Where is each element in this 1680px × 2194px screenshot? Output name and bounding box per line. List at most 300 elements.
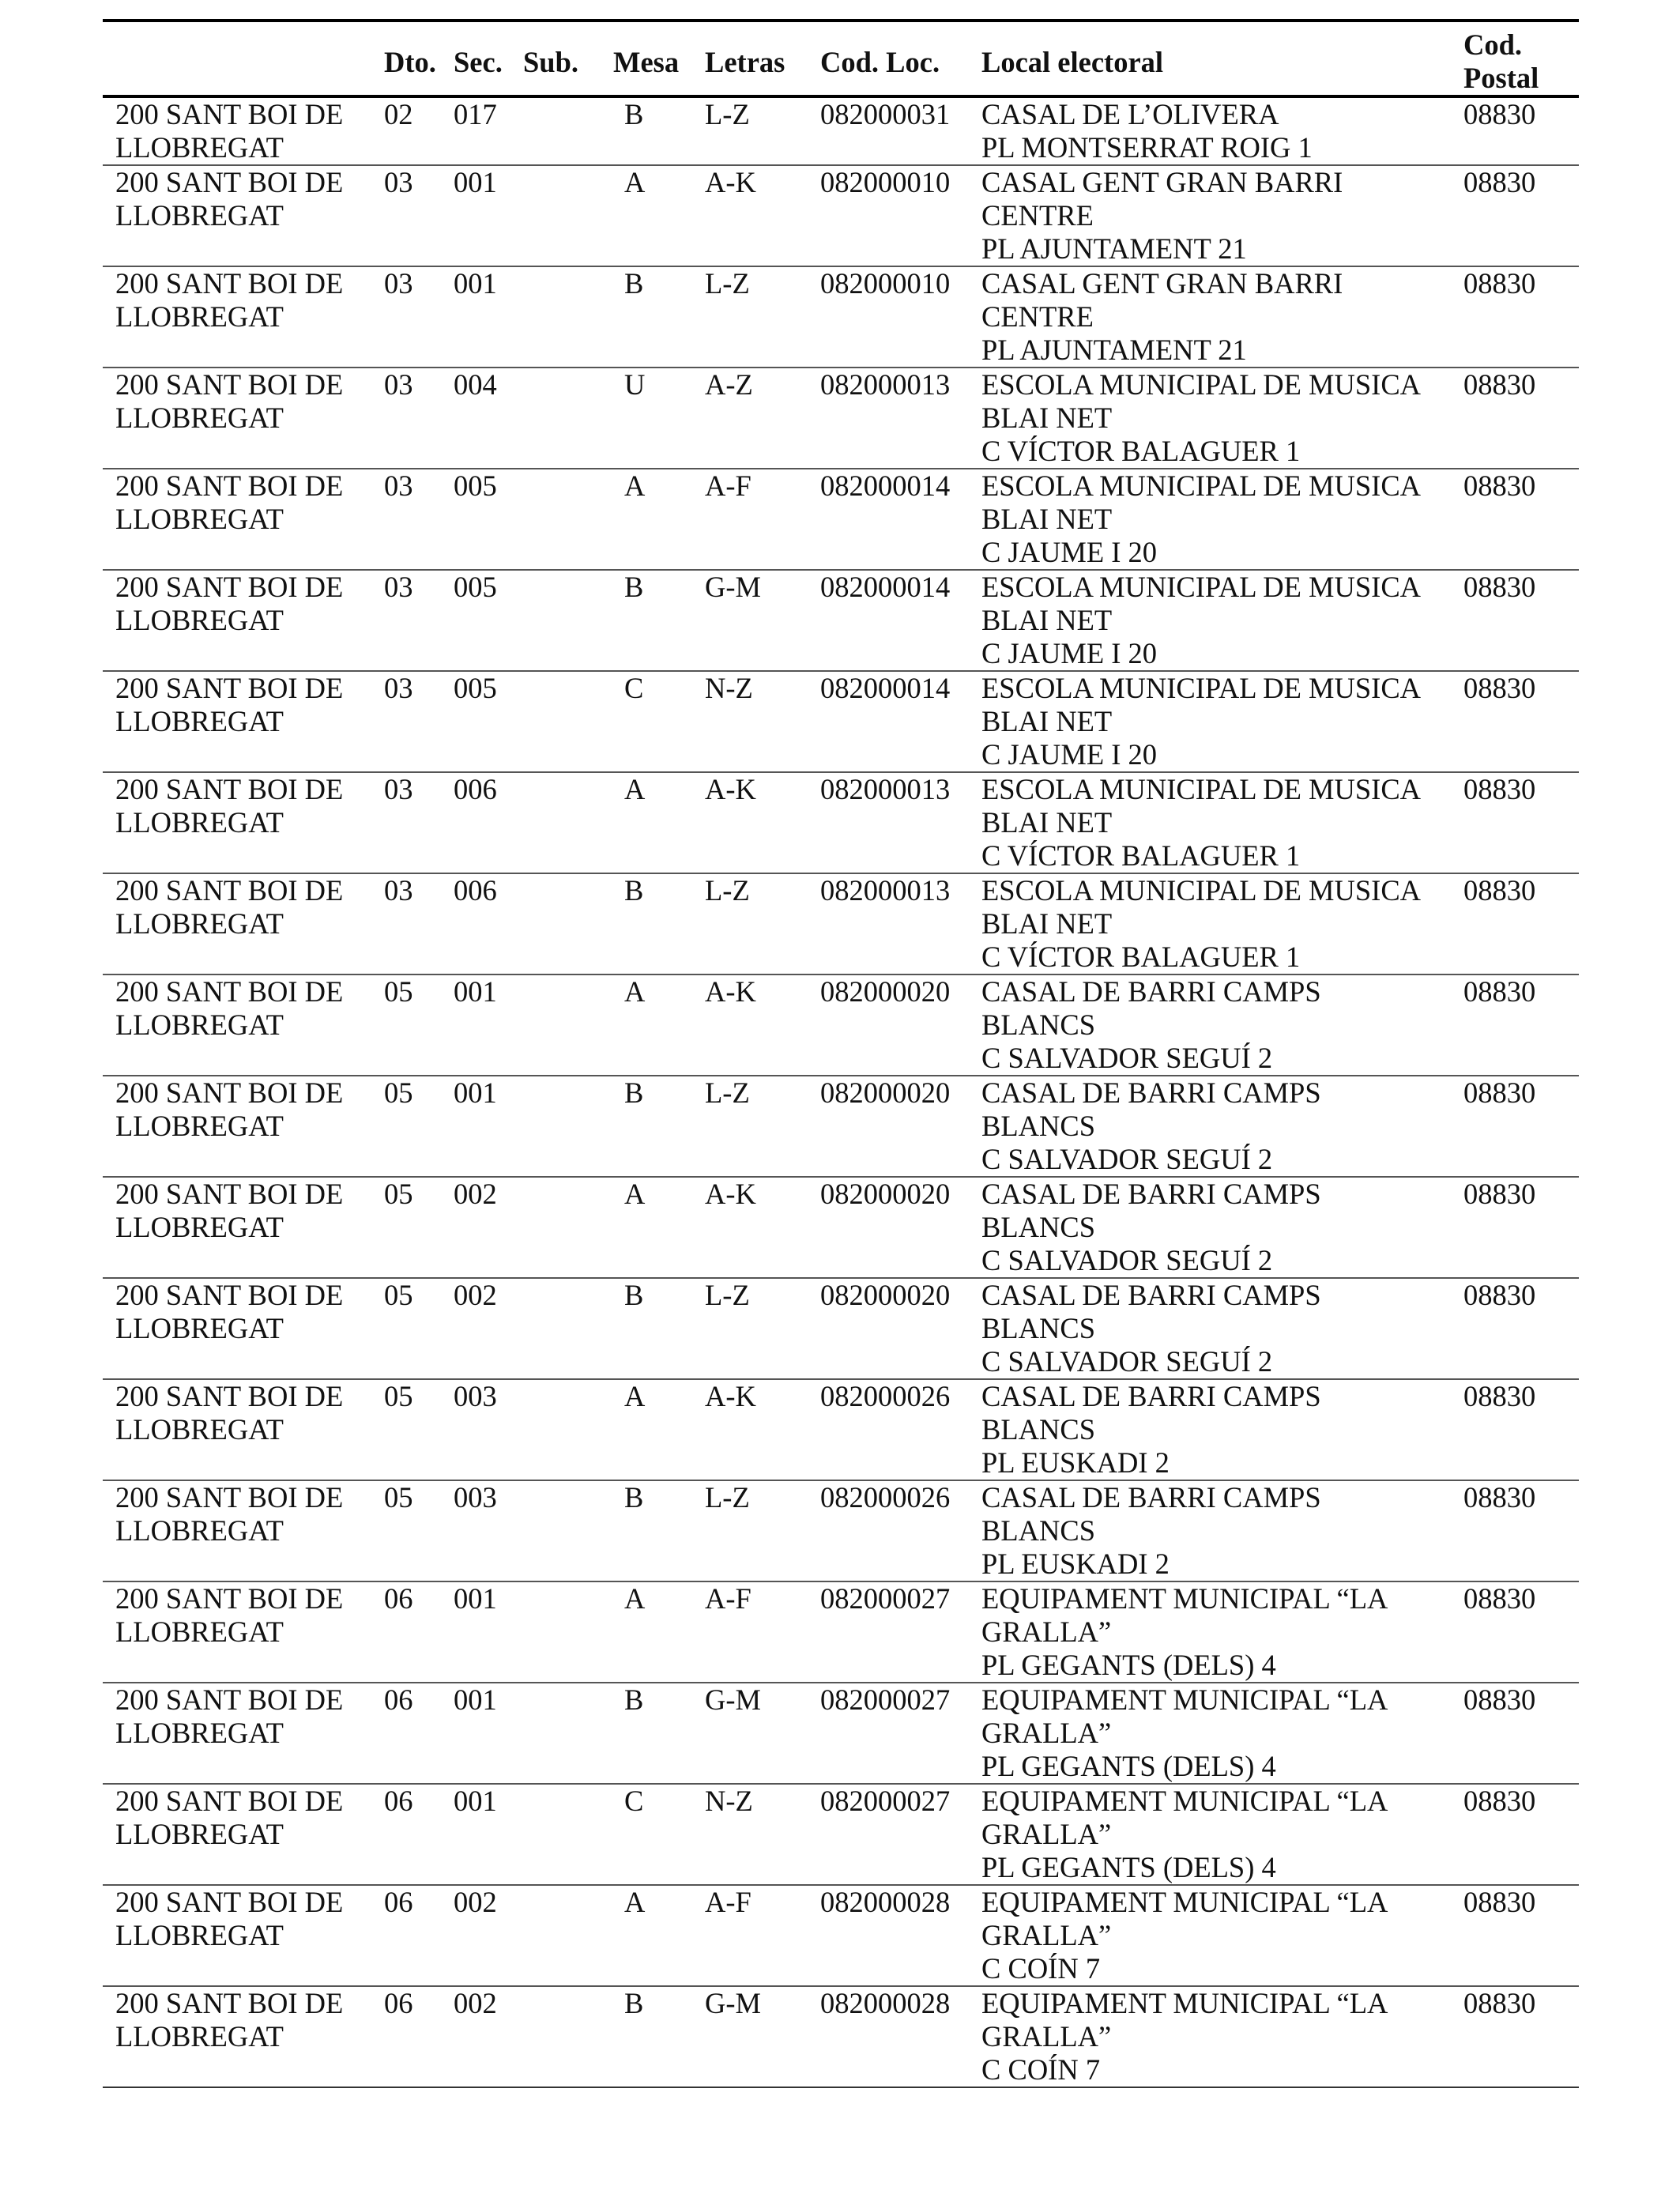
cell-dto: 03	[384, 368, 413, 401]
cell-sec: 001	[454, 1785, 497, 1817]
municipio-line: 200 SANT BOI DE	[115, 874, 344, 907]
municipio-line: LLOBREGAT	[115, 604, 284, 636]
local-line: PL EUSKADI 2	[981, 1547, 1170, 1580]
cell-cod-postal: 08830	[1463, 874, 1536, 907]
cell-cod-loc: 082000026	[820, 1481, 951, 1514]
cell-cod-postal: 08830	[1463, 1279, 1536, 1311]
cell-local-electoral	[981, 671, 1463, 772]
cell-sub	[523, 1177, 613, 1278]
cell-local-electoral	[981, 1076, 1463, 1177]
cell-cod-loc: 082000031	[820, 98, 951, 130]
cell-municipio	[103, 469, 384, 570]
cell-sec: 017	[454, 98, 497, 130]
cell-cod-postal: 08830	[1463, 1886, 1536, 1918]
table-row	[103, 671, 1579, 772]
local-line: EQUIPAMENT MUNICIPAL “LA	[981, 1683, 1388, 1716]
municipio-line: 200 SANT BOI DE	[115, 1481, 344, 1514]
local-line: GRALLA”	[981, 1615, 1112, 1648]
cell-cod-loc: 082000020	[820, 975, 951, 1008]
cell-dto: 05	[384, 1380, 413, 1412]
cell-cod-postal: 08830	[1463, 672, 1536, 704]
cell-local-electoral	[981, 873, 1463, 974]
cell-mesa: A	[624, 975, 646, 1008]
cell-local-electoral	[981, 368, 1463, 469]
cell-cod-postal: 08830	[1463, 98, 1536, 130]
table-body	[103, 96, 1579, 2087]
cell-mesa: B	[624, 1683, 644, 1716]
cell-mesa: C	[624, 1785, 644, 1817]
table-row	[103, 1683, 1579, 1784]
municipio-line: 200 SANT BOI DE	[115, 166, 344, 198]
cell-local-electoral	[981, 1177, 1463, 1278]
cell-mesa: B	[624, 1279, 644, 1311]
local-line: PL AJUNTAMENT 21	[981, 232, 1247, 265]
header-sub: Sub.	[523, 46, 579, 78]
cell-municipio	[103, 1581, 384, 1683]
cell-letras: G-M	[705, 571, 761, 603]
cell-dto: 03	[384, 267, 413, 300]
municipio-line: LLOBREGAT	[115, 1717, 284, 1749]
municipio-line: LLOBREGAT	[115, 2020, 284, 2053]
cell-letras: A-K	[705, 166, 756, 198]
cell-municipio	[103, 1076, 384, 1177]
cell-municipio	[103, 1683, 384, 1784]
local-line: PL MONTSERRAT ROIG 1	[981, 131, 1313, 164]
cell-sec: 002	[454, 1987, 497, 2019]
local-line: CASAL DE BARRI CAMPS	[981, 1076, 1321, 1109]
header-mesa: Mesa	[613, 46, 680, 78]
cell-dto: 05	[384, 1481, 413, 1514]
cell-mesa: B	[624, 1481, 644, 1514]
cell-local-electoral	[981, 1986, 1463, 2087]
local-line: C SALVADOR SEGUÍ 2	[981, 1143, 1273, 1175]
local-line: BLAI NET	[981, 401, 1113, 434]
municipio-line: LLOBREGAT	[115, 1413, 284, 1446]
cell-dto: 02	[384, 98, 413, 130]
municipio-line: LLOBREGAT	[115, 131, 284, 164]
cell-mesa: A	[624, 1380, 646, 1412]
cell-cod-loc: 082000014	[820, 469, 951, 502]
cell-cod-loc: 082000014	[820, 672, 951, 704]
municipio-line: LLOBREGAT	[115, 806, 284, 839]
cell-mesa: B	[624, 1076, 644, 1109]
cell-sub	[523, 1278, 613, 1379]
cell-sec: 005	[454, 571, 497, 603]
cell-municipio	[103, 1784, 384, 1885]
cell-sec: 001	[454, 267, 497, 300]
municipio-line: 200 SANT BOI DE	[115, 1683, 344, 1716]
cell-cod-postal: 08830	[1463, 469, 1536, 502]
local-line: CASAL DE BARRI CAMPS	[981, 1380, 1321, 1412]
cell-sec: 001	[454, 166, 497, 198]
cell-cod-loc: 082000013	[820, 874, 951, 907]
cell-mesa: A	[624, 166, 646, 198]
municipio-line: 200 SANT BOI DE	[115, 1886, 344, 1918]
cell-letras: A-K	[705, 1380, 756, 1412]
local-line: C COÍN 7	[981, 2053, 1101, 2086]
header-letras: Letras	[705, 46, 785, 78]
cell-local-electoral	[981, 96, 1463, 165]
cell-sec: 001	[454, 1683, 497, 1716]
cell-mesa: A	[624, 1178, 646, 1210]
cell-municipio	[103, 1177, 384, 1278]
municipio-line: LLOBREGAT	[115, 1110, 284, 1142]
cell-sub	[523, 1379, 613, 1480]
cell-cod-postal: 08830	[1463, 571, 1536, 603]
municipio-line: 200 SANT BOI DE	[115, 1785, 344, 1817]
cell-local-electoral	[981, 974, 1463, 1076]
municipio-line: LLOBREGAT	[115, 401, 284, 434]
local-line: GRALLA”	[981, 1717, 1112, 1749]
cell-cod-postal: 08830	[1463, 975, 1536, 1008]
cell-local-electoral	[981, 1379, 1463, 1480]
local-line: C SALVADOR SEGUÍ 2	[981, 1042, 1273, 1074]
table-row	[103, 368, 1579, 469]
municipio-line: 200 SANT BOI DE	[115, 469, 344, 502]
table-row	[103, 1581, 1579, 1683]
cell-local-electoral	[981, 1683, 1463, 1784]
cell-cod-loc: 082000028	[820, 1987, 951, 2019]
local-line: BLANCS	[981, 1413, 1096, 1446]
cell-letras: A-K	[705, 773, 756, 805]
local-line: ESCOLA MUNICIPAL DE MUSICA	[981, 469, 1422, 502]
local-line: PL GEGANTS (DELS) 4	[981, 1851, 1276, 1883]
cell-sec: 006	[454, 773, 497, 805]
cell-cod-postal: 08830	[1463, 267, 1536, 300]
cell-sub	[523, 1480, 613, 1581]
cell-mesa: B	[624, 98, 644, 130]
cell-dto: 06	[384, 1785, 413, 1817]
header-row	[103, 21, 1579, 96]
header-sec: Sec.	[454, 46, 503, 78]
cell-sec: 006	[454, 874, 497, 907]
cell-municipio	[103, 1986, 384, 2087]
local-line: PL GEGANTS (DELS) 4	[981, 1649, 1276, 1681]
table-row	[103, 165, 1579, 266]
municipio-line: LLOBREGAT	[115, 705, 284, 737]
cell-sec: 002	[454, 1178, 497, 1210]
local-line: C COÍN 7	[981, 1952, 1101, 1985]
cell-cod-postal: 08830	[1463, 368, 1536, 401]
cell-sec: 005	[454, 469, 497, 502]
cell-municipio	[103, 1885, 384, 1986]
local-line: CASAL DE BARRI CAMPS	[981, 1481, 1321, 1514]
cell-dto: 05	[384, 975, 413, 1008]
header-cod-postal-line2: Postal	[1463, 62, 1539, 94]
local-line: C JAUME I 20	[981, 536, 1158, 568]
local-line: EQUIPAMENT MUNICIPAL “LA	[981, 1987, 1388, 2019]
cell-cod-postal: 08830	[1463, 166, 1536, 198]
table-row	[103, 570, 1579, 671]
municipio-line: LLOBREGAT	[115, 1615, 284, 1648]
local-line: BLAI NET	[981, 907, 1113, 940]
table-row	[103, 1986, 1579, 2087]
local-line: CASAL DE BARRI CAMPS	[981, 1178, 1321, 1210]
cell-letras: A-F	[705, 469, 751, 502]
cell-local-electoral	[981, 1581, 1463, 1683]
municipio-line: 200 SANT BOI DE	[115, 368, 344, 401]
cell-cod-loc: 082000027	[820, 1582, 951, 1615]
cell-sub	[523, 974, 613, 1076]
cell-mesa: C	[624, 672, 644, 704]
header-cod-postal	[1463, 21, 1579, 96]
table-row	[103, 1278, 1579, 1379]
cell-sub	[523, 368, 613, 469]
cell-sec: 004	[454, 368, 497, 401]
cell-letras: L-Z	[705, 874, 750, 907]
cell-dto: 06	[384, 1582, 413, 1615]
cell-letras: G-M	[705, 1683, 761, 1716]
cell-letras: A-K	[705, 1178, 756, 1210]
table-row	[103, 1177, 1579, 1278]
local-line: ESCOLA MUNICIPAL DE MUSICA	[981, 874, 1422, 907]
local-line: BLAI NET	[981, 705, 1113, 737]
cell-cod-loc: 082000020	[820, 1279, 951, 1311]
local-line: BLAI NET	[981, 604, 1113, 636]
table-row	[103, 1480, 1579, 1581]
cell-dto: 05	[384, 1178, 413, 1210]
municipio-line: LLOBREGAT	[115, 300, 284, 333]
local-line: PL EUSKADI 2	[981, 1446, 1170, 1479]
cell-sec: 003	[454, 1481, 497, 1514]
cell-mesa: B	[624, 874, 644, 907]
table-row	[103, 1076, 1579, 1177]
local-line: C JAUME I 20	[981, 637, 1158, 669]
header-municipio	[103, 21, 384, 96]
cell-sub	[523, 570, 613, 671]
cell-sec: 002	[454, 1886, 497, 1918]
header-cod-postal-line1: Cod.	[1463, 28, 1523, 61]
municipio-line: 200 SANT BOI DE	[115, 672, 344, 704]
municipio-line: LLOBREGAT	[115, 1919, 284, 1951]
cell-dto: 05	[384, 1279, 413, 1311]
cell-sub	[523, 1076, 613, 1177]
cell-sec: 001	[454, 1076, 497, 1109]
local-line: BLANCS	[981, 1110, 1096, 1142]
municipio-line: LLOBREGAT	[115, 1312, 284, 1344]
cell-municipio	[103, 96, 384, 165]
cell-mesa: B	[624, 267, 644, 300]
local-line: ESCOLA MUNICIPAL DE MUSICA	[981, 571, 1422, 603]
cell-cod-postal: 08830	[1463, 1076, 1536, 1109]
cell-mesa: B	[624, 571, 644, 603]
cell-letras: L-Z	[705, 98, 750, 130]
cell-municipio	[103, 671, 384, 772]
cell-municipio	[103, 1379, 384, 1480]
cell-cod-loc: 082000010	[820, 166, 951, 198]
local-line: BLAI NET	[981, 806, 1113, 839]
cell-cod-postal: 08830	[1463, 1481, 1536, 1514]
cell-dto: 06	[384, 1886, 413, 1918]
municipio-line: LLOBREGAT	[115, 1008, 284, 1041]
cell-dto: 03	[384, 469, 413, 502]
municipio-line: 200 SANT BOI DE	[115, 1380, 344, 1412]
cell-sec: 005	[454, 672, 497, 704]
cell-letras: L-Z	[705, 1076, 750, 1109]
cell-letras: N-Z	[705, 672, 753, 704]
municipio-line: 200 SANT BOI DE	[115, 98, 344, 130]
cell-cod-loc: 082000013	[820, 773, 951, 805]
municipio-line: LLOBREGAT	[115, 907, 284, 940]
polling-stations-table	[103, 19, 1579, 2088]
cell-local-electoral	[981, 266, 1463, 368]
table-row	[103, 469, 1579, 570]
cell-dto: 06	[384, 1987, 413, 2019]
cell-local-electoral	[981, 1480, 1463, 1581]
cell-dto: 03	[384, 672, 413, 704]
local-line: GRALLA”	[981, 1818, 1112, 1850]
cell-mesa: U	[624, 368, 646, 401]
header-local: Local electoral	[981, 46, 1164, 78]
cell-letras: N-Z	[705, 1785, 753, 1817]
local-line: EQUIPAMENT MUNICIPAL “LA	[981, 1582, 1388, 1615]
cell-cod-postal: 08830	[1463, 1178, 1536, 1210]
cell-local-electoral	[981, 1784, 1463, 1885]
local-line: BLAI NET	[981, 503, 1113, 535]
cell-dto: 03	[384, 166, 413, 198]
cell-municipio	[103, 368, 384, 469]
local-line: EQUIPAMENT MUNICIPAL “LA	[981, 1785, 1388, 1817]
cell-mesa: A	[624, 1582, 646, 1615]
cell-sub	[523, 165, 613, 266]
cell-local-electoral	[981, 1885, 1463, 1986]
cell-cod-loc: 082000027	[820, 1785, 951, 1817]
cell-municipio	[103, 772, 384, 873]
table-row	[103, 873, 1579, 974]
cell-dto: 06	[384, 1683, 413, 1716]
municipio-line: LLOBREGAT	[115, 1818, 284, 1850]
municipio-line: 200 SANT BOI DE	[115, 571, 344, 603]
local-line: C SALVADOR SEGUÍ 2	[981, 1345, 1273, 1378]
cell-local-electoral	[981, 469, 1463, 570]
header-dto: Dto.	[384, 46, 436, 78]
cell-letras: A-F	[705, 1886, 751, 1918]
municipio-line: 200 SANT BOI DE	[115, 1279, 344, 1311]
cell-letras: A-Z	[705, 368, 753, 401]
cell-cod-loc: 082000026	[820, 1380, 951, 1412]
local-line: BLANCS	[981, 1008, 1096, 1041]
table-row	[103, 96, 1579, 165]
cell-sub	[523, 1581, 613, 1683]
cell-sec: 001	[454, 1582, 497, 1615]
local-line: CENTRE	[981, 199, 1094, 232]
local-line: BLANCS	[981, 1514, 1096, 1547]
table-row	[103, 1379, 1579, 1480]
local-line: CENTRE	[981, 300, 1094, 333]
local-line: PL GEGANTS (DELS) 4	[981, 1750, 1276, 1782]
municipio-line: 200 SANT BOI DE	[115, 267, 344, 300]
cell-cod-loc: 082000010	[820, 267, 951, 300]
municipio-line: LLOBREGAT	[115, 503, 284, 535]
cell-sub	[523, 772, 613, 873]
table-row	[103, 772, 1579, 873]
cell-sec: 002	[454, 1279, 497, 1311]
cell-local-electoral	[981, 1278, 1463, 1379]
cell-letras: G-M	[705, 1987, 761, 2019]
municipio-line: 200 SANT BOI DE	[115, 1076, 344, 1109]
cell-sub	[523, 1683, 613, 1784]
municipio-line: LLOBREGAT	[115, 199, 284, 232]
cell-mesa: A	[624, 469, 646, 502]
municipio-line: 200 SANT BOI DE	[115, 975, 344, 1008]
cell-cod-loc: 082000027	[820, 1683, 951, 1716]
cell-cod-loc: 082000014	[820, 571, 951, 603]
local-line: CASAL DE BARRI CAMPS	[981, 975, 1321, 1008]
municipio-line: 200 SANT BOI DE	[115, 1582, 344, 1615]
local-line: ESCOLA MUNICIPAL DE MUSICA	[981, 773, 1422, 805]
cell-sub	[523, 873, 613, 974]
table-row	[103, 266, 1579, 368]
cell-sub	[523, 1784, 613, 1885]
cell-dto: 05	[384, 1076, 413, 1109]
cell-municipio	[103, 1480, 384, 1581]
cell-municipio	[103, 165, 384, 266]
local-line: GRALLA”	[981, 1919, 1112, 1951]
cell-letras: L-Z	[705, 1481, 750, 1514]
cell-cod-loc: 082000028	[820, 1886, 951, 1918]
table-row	[103, 1885, 1579, 1986]
table-header	[103, 21, 1579, 96]
local-line: GRALLA”	[981, 2020, 1112, 2053]
cell-dto: 03	[384, 773, 413, 805]
cell-cod-postal: 08830	[1463, 1785, 1536, 1817]
cell-cod-loc: 082000020	[820, 1178, 951, 1210]
local-line: CASAL GENT GRAN BARRI	[981, 166, 1343, 198]
local-line: C JAUME I 20	[981, 738, 1158, 771]
cell-mesa: A	[624, 1886, 646, 1918]
local-line: BLANCS	[981, 1211, 1096, 1243]
municipio-line: LLOBREGAT	[115, 1211, 284, 1243]
cell-letras: A-F	[705, 1582, 751, 1615]
cell-letras: L-Z	[705, 267, 750, 300]
table-row	[103, 1784, 1579, 1885]
cell-mesa: B	[624, 1987, 644, 2019]
cell-local-electoral	[981, 772, 1463, 873]
cell-cod-postal: 08830	[1463, 1987, 1536, 2019]
local-line: C VÍCTOR BALAGUER 1	[981, 435, 1301, 467]
local-line: PL AJUNTAMENT 21	[981, 334, 1247, 366]
cell-municipio	[103, 974, 384, 1076]
cell-municipio	[103, 570, 384, 671]
cell-cod-loc: 082000013	[820, 368, 951, 401]
local-line: C VÍCTOR BALAGUER 1	[981, 941, 1301, 973]
cell-sub	[523, 1986, 613, 2087]
local-line: CASAL DE L’OLIVERA	[981, 98, 1279, 130]
cell-local-electoral	[981, 570, 1463, 671]
table-row	[103, 974, 1579, 1076]
cell-letras: A-K	[705, 975, 756, 1008]
local-line: EQUIPAMENT MUNICIPAL “LA	[981, 1886, 1388, 1918]
local-line: CASAL DE BARRI CAMPS	[981, 1279, 1321, 1311]
cell-sub	[523, 266, 613, 368]
municipio-line: 200 SANT BOI DE	[115, 773, 344, 805]
cell-mesa: A	[624, 773, 646, 805]
local-line: ESCOLA MUNICIPAL DE MUSICA	[981, 368, 1422, 401]
cell-cod-postal: 08830	[1463, 773, 1536, 805]
local-line: CASAL GENT GRAN BARRI	[981, 267, 1343, 300]
cell-sec: 001	[454, 975, 497, 1008]
local-line: ESCOLA MUNICIPAL DE MUSICA	[981, 672, 1422, 704]
local-line: BLANCS	[981, 1312, 1096, 1344]
cell-sub	[523, 469, 613, 570]
cell-dto: 03	[384, 571, 413, 603]
cell-sec: 003	[454, 1380, 497, 1412]
cell-cod-postal: 08830	[1463, 1582, 1536, 1615]
header-cod-loc: Cod. Loc.	[820, 46, 940, 78]
cell-cod-postal: 08830	[1463, 1380, 1536, 1412]
cell-dto: 03	[384, 874, 413, 907]
local-line: C VÍCTOR BALAGUER 1	[981, 839, 1301, 872]
